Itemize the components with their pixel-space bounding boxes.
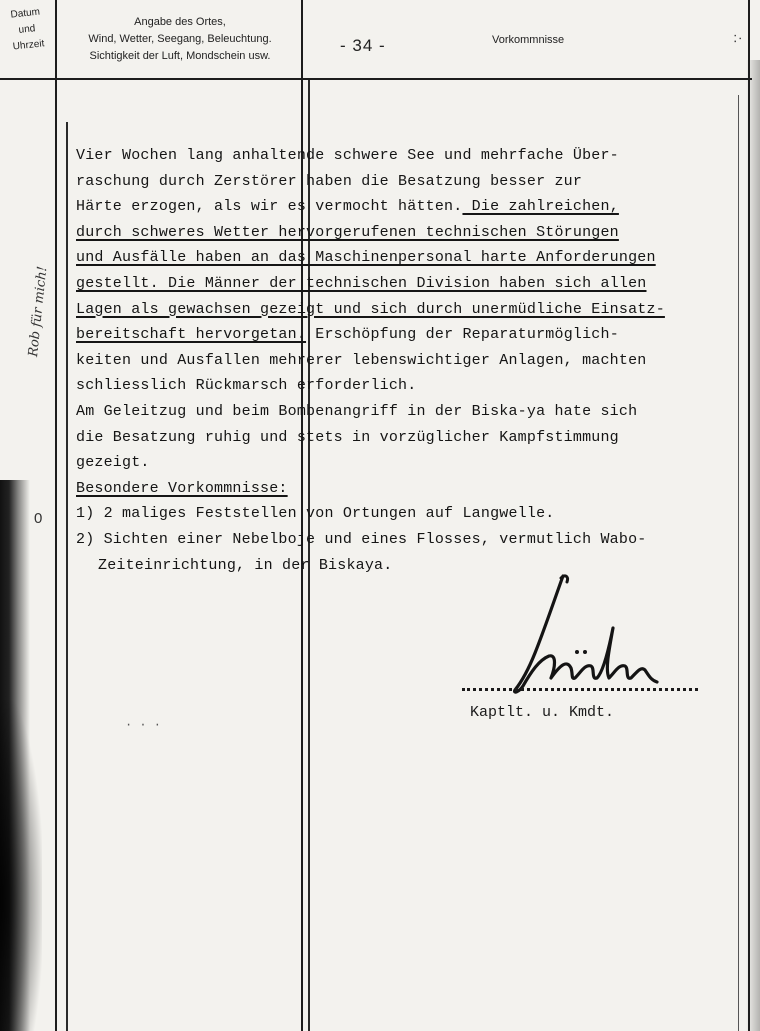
corner-mark: ∴ <box>729 34 746 43</box>
header-datum-line: Datum <box>10 6 41 21</box>
text-line-content: Zeiteinrichtung, in der Biskaya. <box>98 556 393 574</box>
column-rule-right <box>748 0 750 1031</box>
text-line-content: die Besatzung ruhig und stets in vorzüglicher Kampfstimmung <box>76 428 619 446</box>
page-number: - 34 - <box>340 36 386 55</box>
text-line-content: 2) Sichten einer Nebelboje und eines Flosses, vermutlich Wabo- <box>76 530 647 548</box>
column-rule-datum <box>55 0 57 1031</box>
text-line-content: durch schweres Wetter hervorgerufenen technischen Störungen <box>76 223 619 241</box>
margin-note: Rob für mich! <box>26 265 51 358</box>
text-line-content: Am Geleitzug und beim Bombenangriff in der Biska-ya hate sich <box>76 402 638 420</box>
text-line-content: 1) 2 maliges Feststellen von Ortungen auf Langwelle. <box>76 505 555 523</box>
text-line-underlined <box>76 220 740 246</box>
text-line <box>76 348 740 374</box>
header-ort-line: Wind, Wetter, Seegang, Beleuchtung. <box>88 33 272 45</box>
header-rule <box>0 78 752 80</box>
handwritten-signature <box>505 568 665 703</box>
margin-mark: 0 <box>34 510 43 527</box>
text-line-heading <box>76 476 740 502</box>
header-datum-line: Uhrzeit <box>12 38 45 53</box>
text-line <box>76 373 740 399</box>
section-heading: Besondere Vorkommnisse: <box>76 479 288 497</box>
text-line-content: Vier Wochen lang anhaltende schwere See und mehrfache Über- <box>76 147 619 164</box>
text-line-content: Härte erzogen, als wir es vermocht hätten. <box>76 198 463 216</box>
header-vorkommnisse: Vorkommnisse <box>492 34 565 46</box>
list-item <box>76 527 740 553</box>
text-line <box>76 399 740 425</box>
text-line <box>76 425 740 451</box>
header-ort-line: Sichtigkeit der Luft, Mondschein usw. <box>89 50 271 62</box>
header-datum <box>0 4 54 57</box>
text-line-content: raschung durch Zerstörer haben die Besatzung besser zur <box>76 172 583 190</box>
text-line <box>76 143 740 169</box>
text-line <box>76 169 740 195</box>
text-line-content: Lagen als gewachsen gezeigt und sich durch unermüdliche Einsatz- <box>76 300 665 318</box>
list-item <box>76 501 740 527</box>
text-line-underlined <box>76 271 740 297</box>
underlined-text: bereitschaft hervorgetan. <box>76 326 307 344</box>
text-line-underlined <box>76 297 740 323</box>
text-line-content: gezeigt. <box>76 454 150 472</box>
signature-title: Kaptlt. u. Kmdt. <box>470 704 615 721</box>
scan-shadow-left-lower <box>0 700 42 1031</box>
scan-specks: · · · <box>125 718 162 732</box>
header-ort-line: Angabe des Ortes, <box>134 16 226 28</box>
text-line-underlined <box>76 245 740 271</box>
underlined-text: Die zahlreichen, <box>462 198 619 216</box>
text-line <box>76 322 740 348</box>
text-line-content: schliesslich Rückmarsch erforderlich. <box>76 377 417 395</box>
text-line <box>76 450 740 476</box>
text-line-content: keiten und Ausfallen mehrerer lebenswichtiger Anlagen, machten <box>76 351 647 369</box>
text-line-content: Erschöpfung der Reparaturmöglich- <box>306 326 619 344</box>
signature-dotted-line <box>462 688 698 691</box>
text-line <box>76 194 740 220</box>
text-line-content: gestellt. Die Männer der technischen Division haben sich allen <box>76 274 647 292</box>
log-text <box>76 143 740 578</box>
header-datum-line: und <box>18 23 36 36</box>
header-ort <box>62 14 298 65</box>
bleed-rule-left <box>66 122 68 1031</box>
text-line-content: und Ausfälle haben an das Maschinenpersonal harte Anforderungen <box>76 249 656 267</box>
